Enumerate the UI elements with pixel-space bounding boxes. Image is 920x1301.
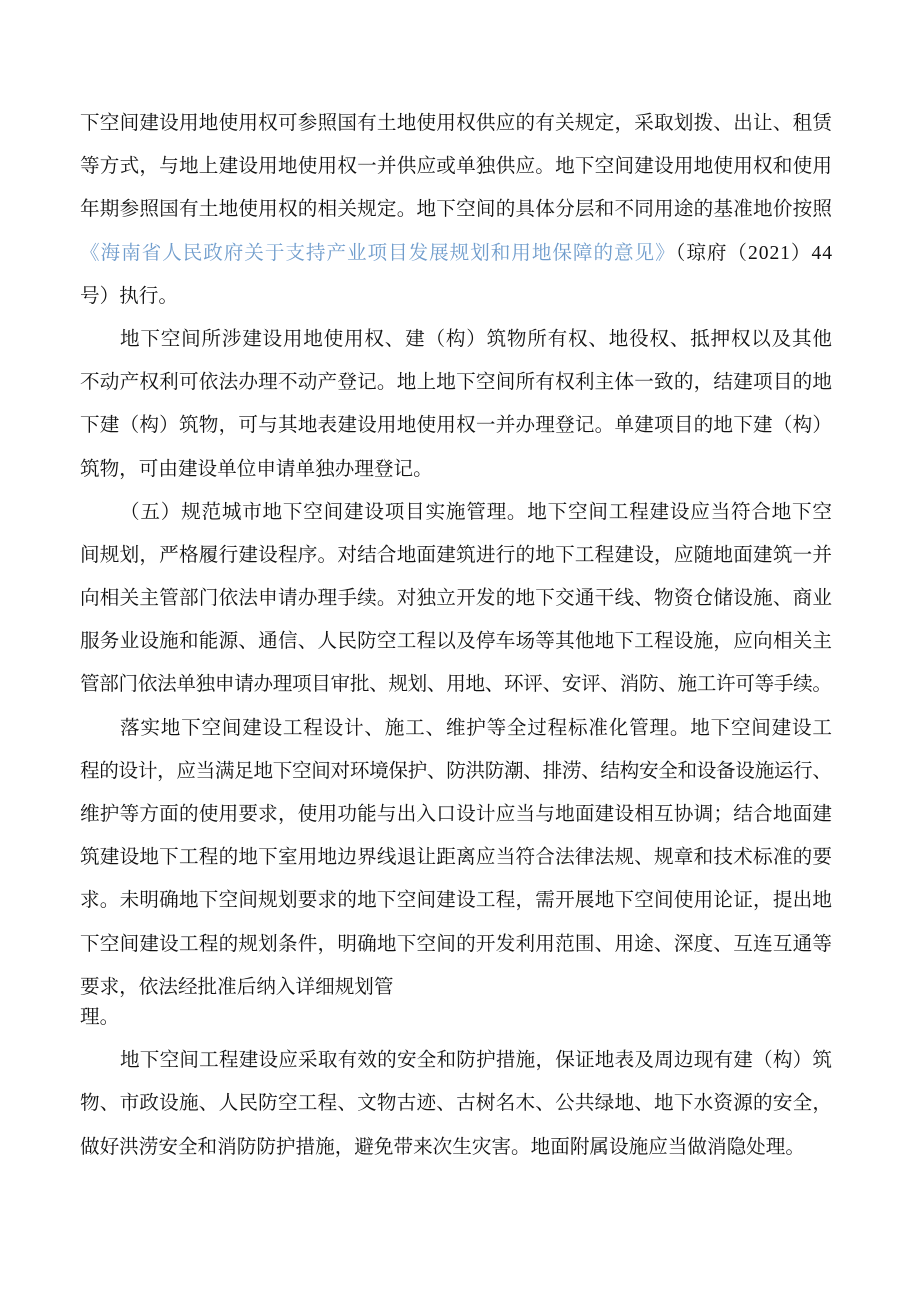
paragraph-1 — [80, 102, 832, 318]
paragraph-4-line-7: 要求，依法经批准后纳入详细规划管 — [80, 976, 394, 998]
paragraph-4-line-8: 理。 — [80, 1006, 120, 1028]
paragraph-4-line-3: 维护等方面的使用要求，使用功能与出入口设计应当与地面建设相互协调；结合地面建 — [80, 804, 833, 825]
paragraph-1-line-1: 下空间建设用地使用权可参照国有土地使用权供应的有关规定，采取划拨、出让、租赁 — [80, 113, 833, 134]
paragraph-5-line-3: 做好洪涝安全和消防防护措施，避免带来次生灾害。地面附属设施应当做消隐处理。 — [80, 1136, 805, 1158]
paragraph-3-line-5: 管部门依法单独申请办理项目审批、规划、用地、环评、安评、消防、施工许可等手续。 — [80, 674, 832, 696]
paragraph-2-line-3: 下建（构）筑物，可与其地表建设用地使用权一并办理登记。单建项目的地下建（构） — [80, 415, 833, 437]
paragraph-5-line-1: 地下空间工程建设应采取有效的安全和防护措施，保证地表及周边现有建（构）筑 — [120, 1050, 833, 1072]
paragraph-1-line-3: 年期参照国有土地使用权的相关规定。地下空间的具体分层和不同用途的基准地价按照 — [80, 199, 833, 221]
paragraph-2-line-1: 地下空间所涉建设用地使用权、建（构）筑物所有权、地役权、抵押权以及其他 — [120, 328, 833, 350]
paragraph-5-line-2: 物、市政设施、人民防空工程、文物古迹、古树名木、公共绿地、地下水资源的安全， — [80, 1093, 833, 1115]
paragraph-1-line-4 — [80, 232, 832, 275]
paragraph-1-line-2: 等方式，与地上建设用地使用权一并供应或单独供应。地下空间建设用地使用权和使用 — [80, 156, 833, 178]
paragraph-2-line-4: 筑物，可由建设单位申请单独办理登记。 — [80, 458, 433, 480]
paragraph-4-line-6: 下空间建设工程的规划条件，明确地下空间的开发利用范围、用途、深度、互连互通等 — [80, 933, 833, 955]
paragraph-3-line-2: 间规划，严格履行建设程序。对结合地面建筑进行的地下工程建设，应随地面建筑一并 — [80, 544, 833, 566]
paragraph-3-line-3: 向相关主管部门依法申请办理手续。对独立开发的地下交通干线、物资仓储设施、商业 — [80, 588, 833, 610]
paragraph-2 — [80, 318, 832, 491]
paragraph-4-line-1: 落实地下空间建设工程设计、施工、维护等全过程标准化管理。地下空间建设工 — [120, 717, 833, 739]
paragraph-3-line-1: （五）规范城市地下空间建设项目实施管理。地下空间工程建设应当符合地下空 — [120, 501, 833, 523]
paragraph-4-line-2: 程的设计，应当满足地下空间对环境保护、防洪防潮、排涝、结构安全和设备设施运行、 — [80, 760, 832, 782]
paragraph-4-line-4: 筑建设地下工程的地下室用地边界线退让距离应当符合法律法规、规章和技术标准的要 — [80, 847, 833, 869]
paragraph-3-line-4: 服务业设施和能源、通信、人民防空工程以及停车场等其他地下工程设施，应向相关主 — [80, 631, 833, 653]
paragraph-3 — [80, 491, 832, 707]
document-number-text: （琼府（2021）44 — [675, 242, 833, 264]
paragraph-4 — [80, 707, 832, 1040]
paragraph-4-line-5: 求。未明确地下空间规划要求的地下空间建设工程，需开展地下空间使用论证，提出地 — [80, 890, 833, 912]
paragraph-5 — [80, 1039, 832, 1169]
paragraph-1-line-5: 号）执行。 — [80, 285, 178, 307]
paragraph-2-line-2: 不动产权利可依法办理不动产登记。地上地下空间所有权利主体一致的，结建项目的地 — [80, 372, 833, 394]
policy-document-link[interactable]: 《海南省人民政府关于支持产业项目发展规划和用地保障的意见》 — [80, 242, 676, 264]
document-page — [80, 102, 832, 1169]
